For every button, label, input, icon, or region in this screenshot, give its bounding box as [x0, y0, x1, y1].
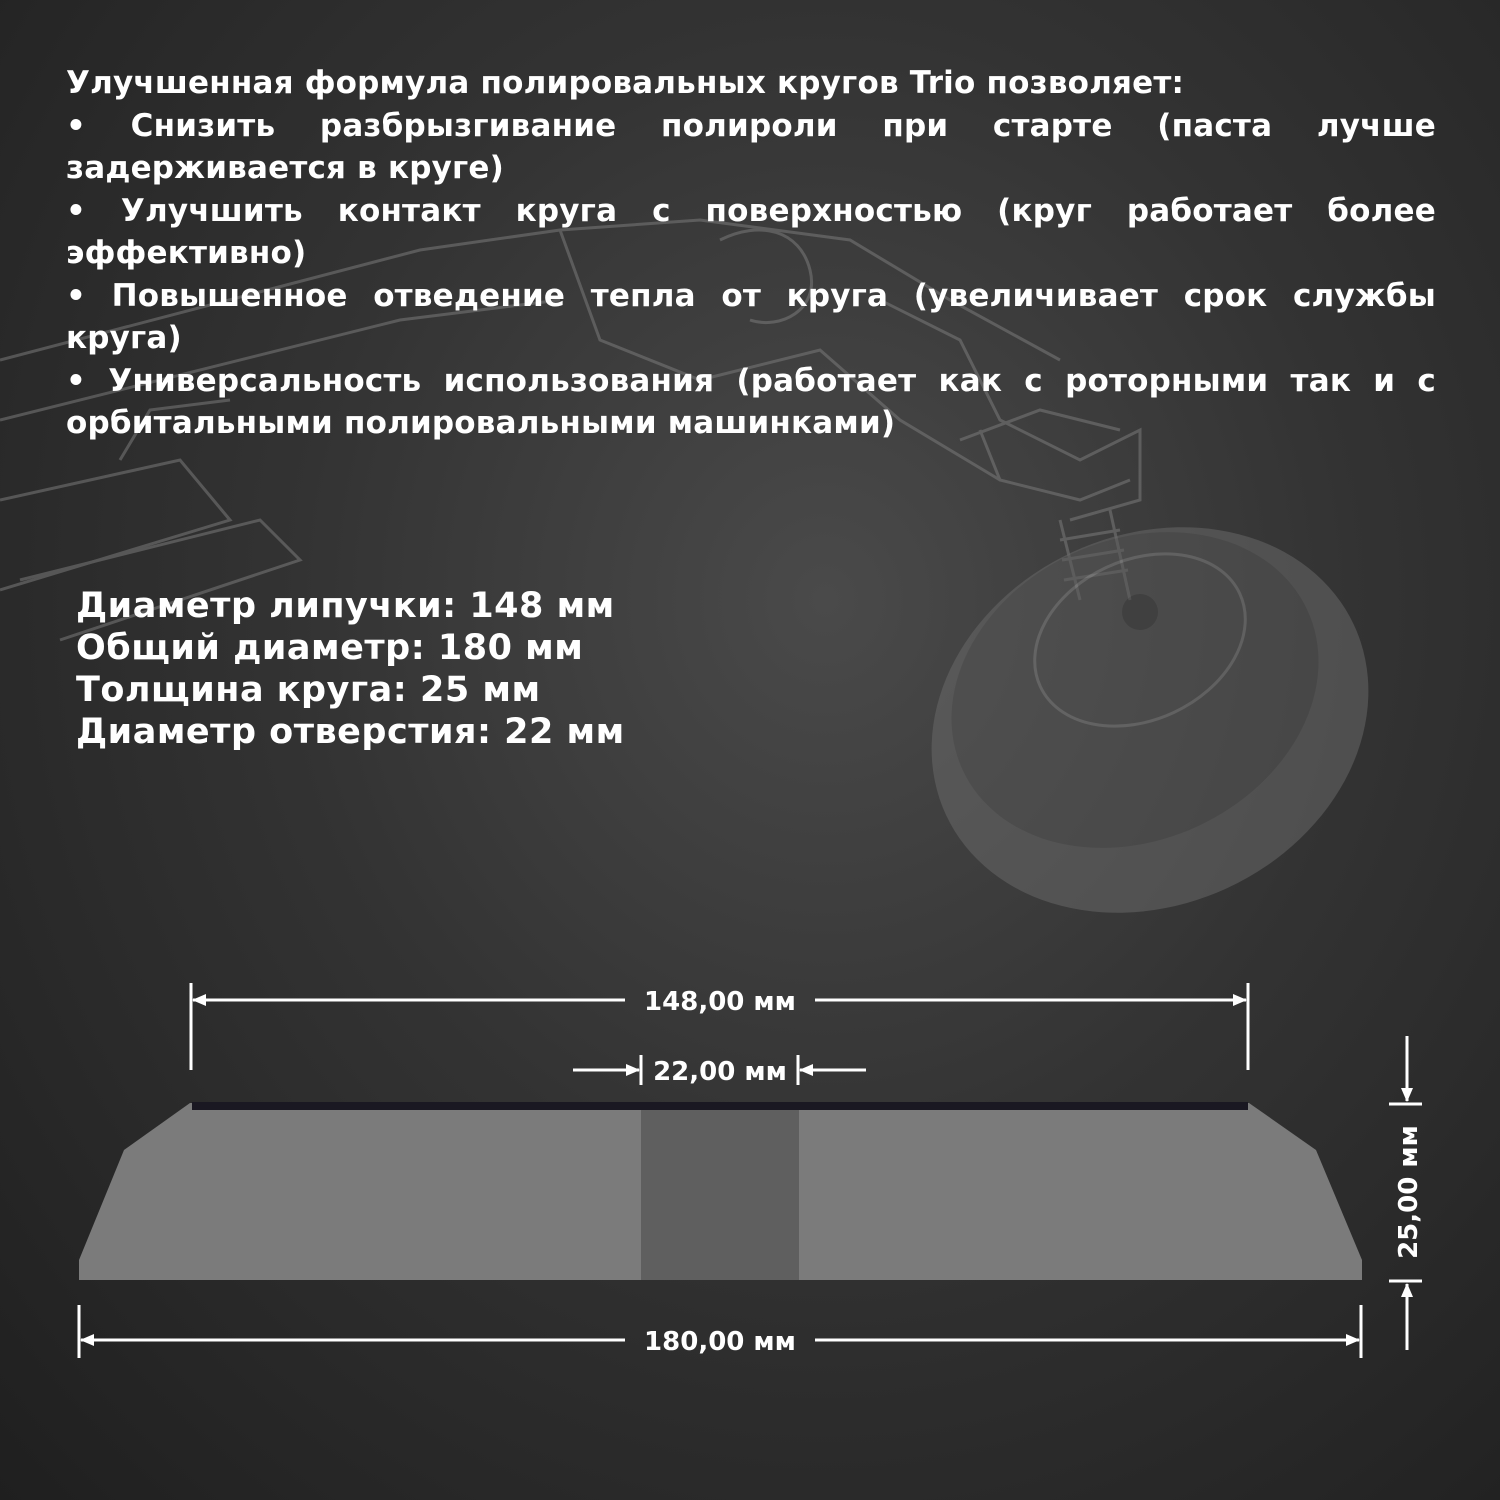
intro-bullet: • Универсальность использования (работает как с роторными так и с орбитальными полировальными машинками) — [66, 362, 1436, 441]
spec-hole-diameter: Диаметр отверстия: 22 мм — [76, 712, 625, 752]
spec-velcro-diameter: Диаметр липучки: 148 мм — [76, 586, 615, 626]
hole-diameter-label: 22,00 мм — [653, 1057, 787, 1087]
intro-bullet: • Улучшить контакт круга с поверхностью (круг работает более эффективно) — [66, 192, 1436, 271]
pad-center-hole — [641, 1103, 799, 1280]
intro-bullet: • Повышенное отведение тепла от круга (увеличивает срок службы круга) — [66, 277, 1436, 356]
velcro-layer — [192, 1102, 1248, 1110]
thickness-label: 25,00 мм — [1394, 1125, 1424, 1259]
spec-thickness: Толщина круга: 25 мм — [76, 670, 541, 710]
velcro-diameter-label: 148,00 мм — [644, 987, 796, 1017]
total-diameter-label: 180,00 мм — [644, 1327, 796, 1357]
spec-total-diameter: Общий диаметр: 180 мм — [76, 628, 584, 668]
intro-heading: Улучшенная формула полировальных кругов Trio позволяет: — [66, 65, 1185, 101]
intro-bullet: • Снизить разбрызгивание полироли при старте (паста лучше задерживается в круге) — [66, 107, 1436, 186]
